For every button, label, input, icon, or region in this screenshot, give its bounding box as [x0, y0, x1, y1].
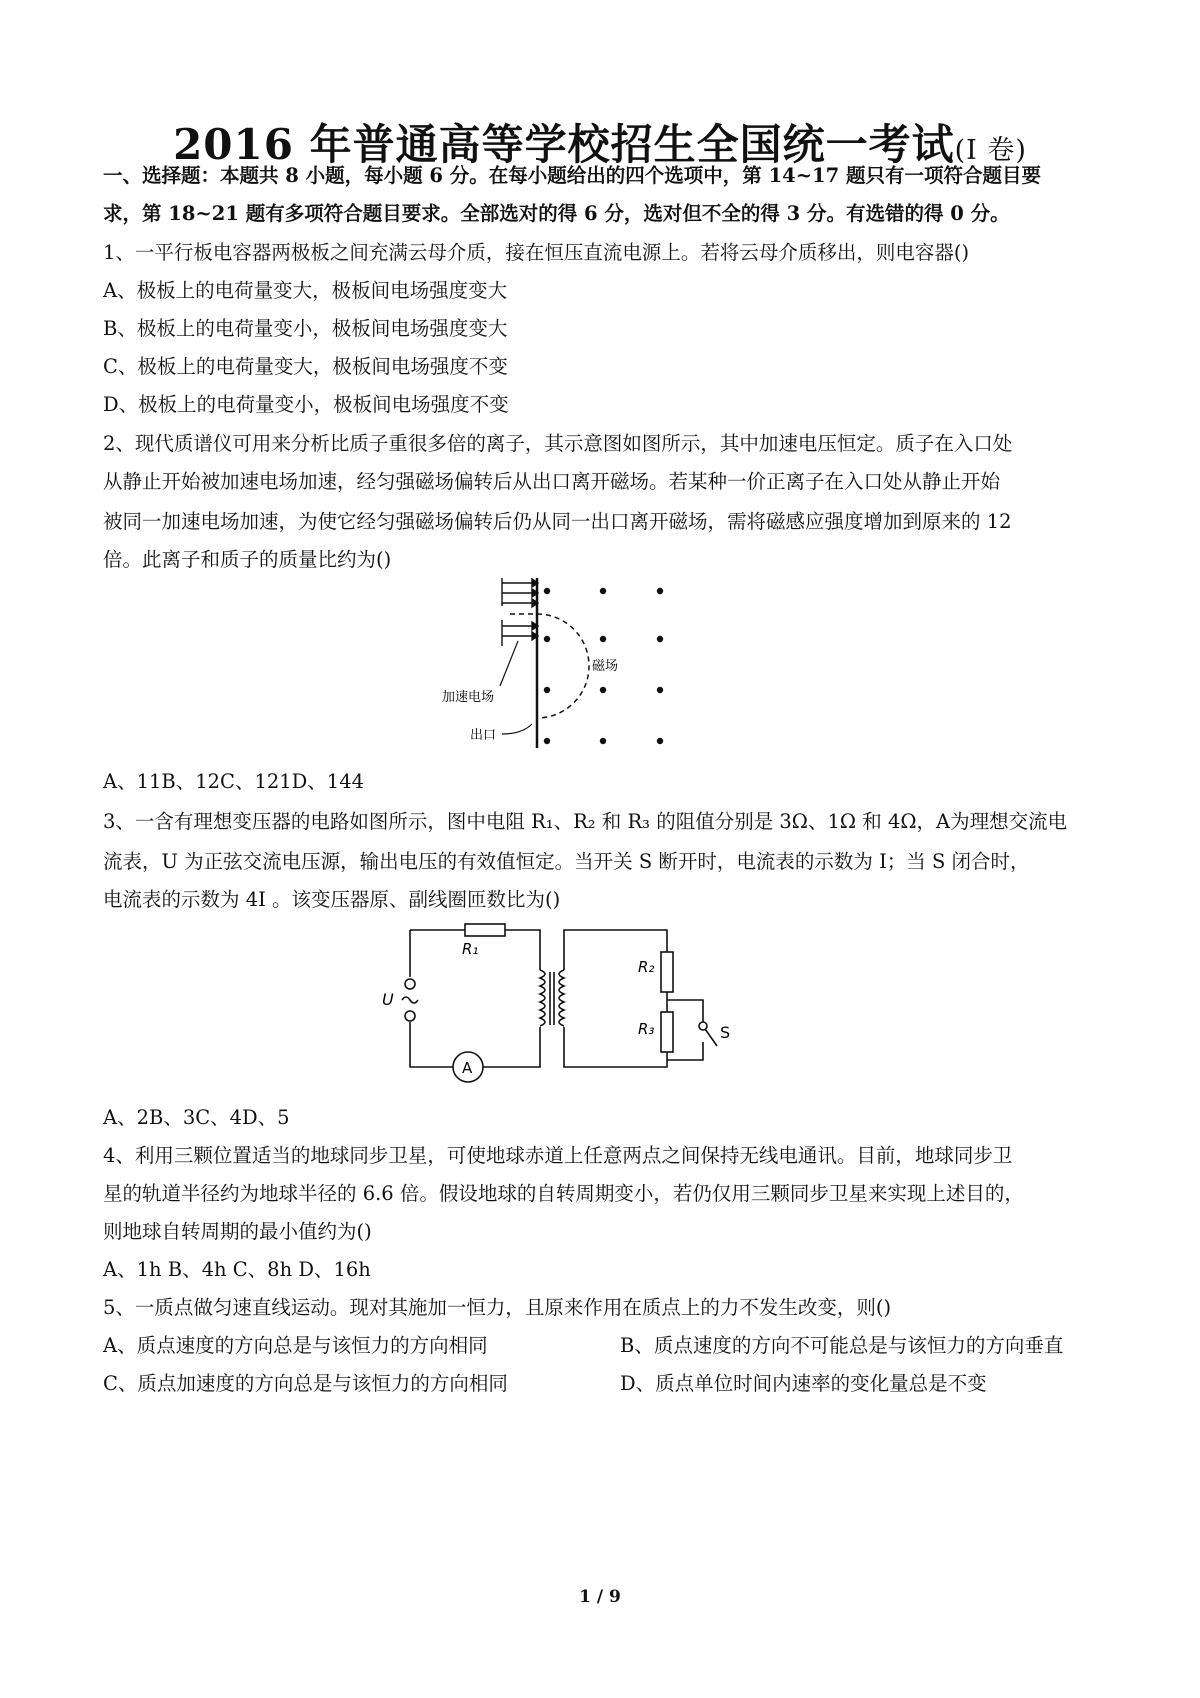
accel-arrows-top	[502, 578, 538, 607]
accel-arrows-bottom	[502, 620, 538, 646]
u-label: U	[382, 990, 394, 1009]
field-label: 磁场	[592, 659, 619, 674]
q1-stem: 1、一平行板电容器两极板之间充满云母介质，接在恒压直流电源上。若将云母介质移出，则电容器()	[103, 241, 970, 264]
resistor-r3	[661, 1012, 673, 1052]
section-instructions-line2: 求，第 18~21 题有多项符合题目要求。全部选对的得 6 分，选对但不全的得 3 分。有选错的得 0 分。	[103, 202, 1010, 225]
q3-stem-line3: 电流表的示数为 4I 。该变压器原、副线圈匝数比为()	[103, 888, 561, 911]
page-number: 1 / 9	[579, 1587, 621, 1607]
q2-stem-line1: 2、现代质谱仪可用来分析比质子重很多倍的离子，其示意图如图所示，其中加速电压恒定。质子在入口处	[103, 432, 1013, 455]
secondary-coil	[559, 970, 564, 1026]
accel-label: 加速电场	[442, 690, 495, 705]
q3-stem-line2: 流表，U 为正弦交流电压源，输出电压的有效值恒定。当开关 S 断开时，电流表的示数为 I；当 S 闭合时，	[103, 850, 1030, 873]
q4-stem-line3: 则地球自转周期的最小值约为()	[103, 1220, 372, 1243]
resistor-r2	[661, 952, 673, 992]
ammeter-label: A	[462, 1059, 473, 1077]
switch-pivot	[699, 1022, 707, 1030]
mass-spectrometer-figure	[442, 578, 730, 758]
section-instructions-line1: 一、选择题：本题共 8 小题，每小题 6 分。在每小题给出的四个选项中，第 14~17 题只有一项符合题目要	[103, 164, 1041, 187]
transformer-circuit-figure	[382, 922, 770, 1092]
switch-label: S	[720, 1023, 731, 1042]
source-terminal-bottom	[405, 1011, 415, 1021]
q5-option-b: B、质点速度的方向不可能总是与该恒力的方向垂直	[620, 1334, 1064, 1357]
q1-option-a: A、极板上的电荷量变大，极板间电场强度变大	[103, 279, 508, 302]
r3-label: R₃	[638, 1020, 655, 1038]
q1-option-d: D、极板上的电荷量变小，极板间电场强度不变	[103, 393, 509, 416]
q4-stem-line1: 4、利用三颗位置适当的地球同步卫星，可使地球赤道上任意两点之间保持无线电通讯。目前，地球同步卫	[103, 1144, 1013, 1167]
q3-options: A、2B、3C、4D、5	[103, 1106, 290, 1129]
q5-option-d: D、质点单位时间内速率的变化量总是不变	[620, 1372, 987, 1395]
title-suffix: (I 卷)	[954, 135, 1027, 166]
r2-label: R₂	[638, 958, 655, 976]
q4-stem-line2: 星的轨道半径约为地球半径的 6.6 倍。假设地球的自转周期变小，若仍仅用三颗同步卫星来实现上述目的，	[103, 1182, 1024, 1205]
secondary-wires	[564, 930, 667, 1067]
exit-pointer	[502, 724, 532, 734]
exit-label: 出口	[470, 728, 497, 743]
title-main: 2016 年普通高等学校招生全国统一考试	[173, 120, 955, 169]
q2-options: A、11B、12C、121D、144	[103, 770, 365, 793]
q2-stem-line2: 从静止开始被加速电场加速，经匀强磁场偏转后从出口离开磁场。若某种一价正离子在入口处从静止开始	[103, 470, 1001, 493]
q1-option-c: C、极板上的电荷量变大，极板间电场强度不变	[103, 355, 508, 378]
accel-pointer	[500, 641, 518, 686]
ac-symbol	[402, 997, 418, 1003]
q4-options: A、1h B、4h C、8h D、16h	[103, 1258, 371, 1281]
q5-option-a: A、质点速度的方向总是与该恒力的方向相同	[103, 1334, 488, 1357]
q5-option-c: C、质点加速度的方向总是与该恒力的方向相同	[103, 1372, 508, 1395]
q2-stem-line4: 倍。此离子和质子的质量比约为()	[103, 548, 392, 571]
ion-trajectory	[510, 614, 589, 718]
source-terminal-top	[405, 979, 415, 989]
q3-stem-line1: 3、一含有理想变压器的电路如图所示，图中电阻 R₁、R₂ 和 R₃ 的阻值分别是 3Ω、1Ω 和 4Ω，A为理想交流电	[103, 810, 1068, 833]
primary-coil	[540, 970, 545, 1026]
r1-label: R₁	[462, 940, 479, 958]
q2-stem-line3: 被同一加速电场加速，为使它经匀强磁场偏转后仍从同一出口离开磁场，需将磁感应强度增加到原来的 12	[103, 510, 1012, 533]
resistor-r1	[465, 924, 505, 936]
q1-option-b: B、极板上的电荷量变小，极板间电场强度变大	[103, 317, 508, 340]
q5-stem: 5、一质点做匀速直线运动。现对其施加一恒力，且原来作用在质点上的力不发生改变，则()	[103, 1296, 892, 1319]
